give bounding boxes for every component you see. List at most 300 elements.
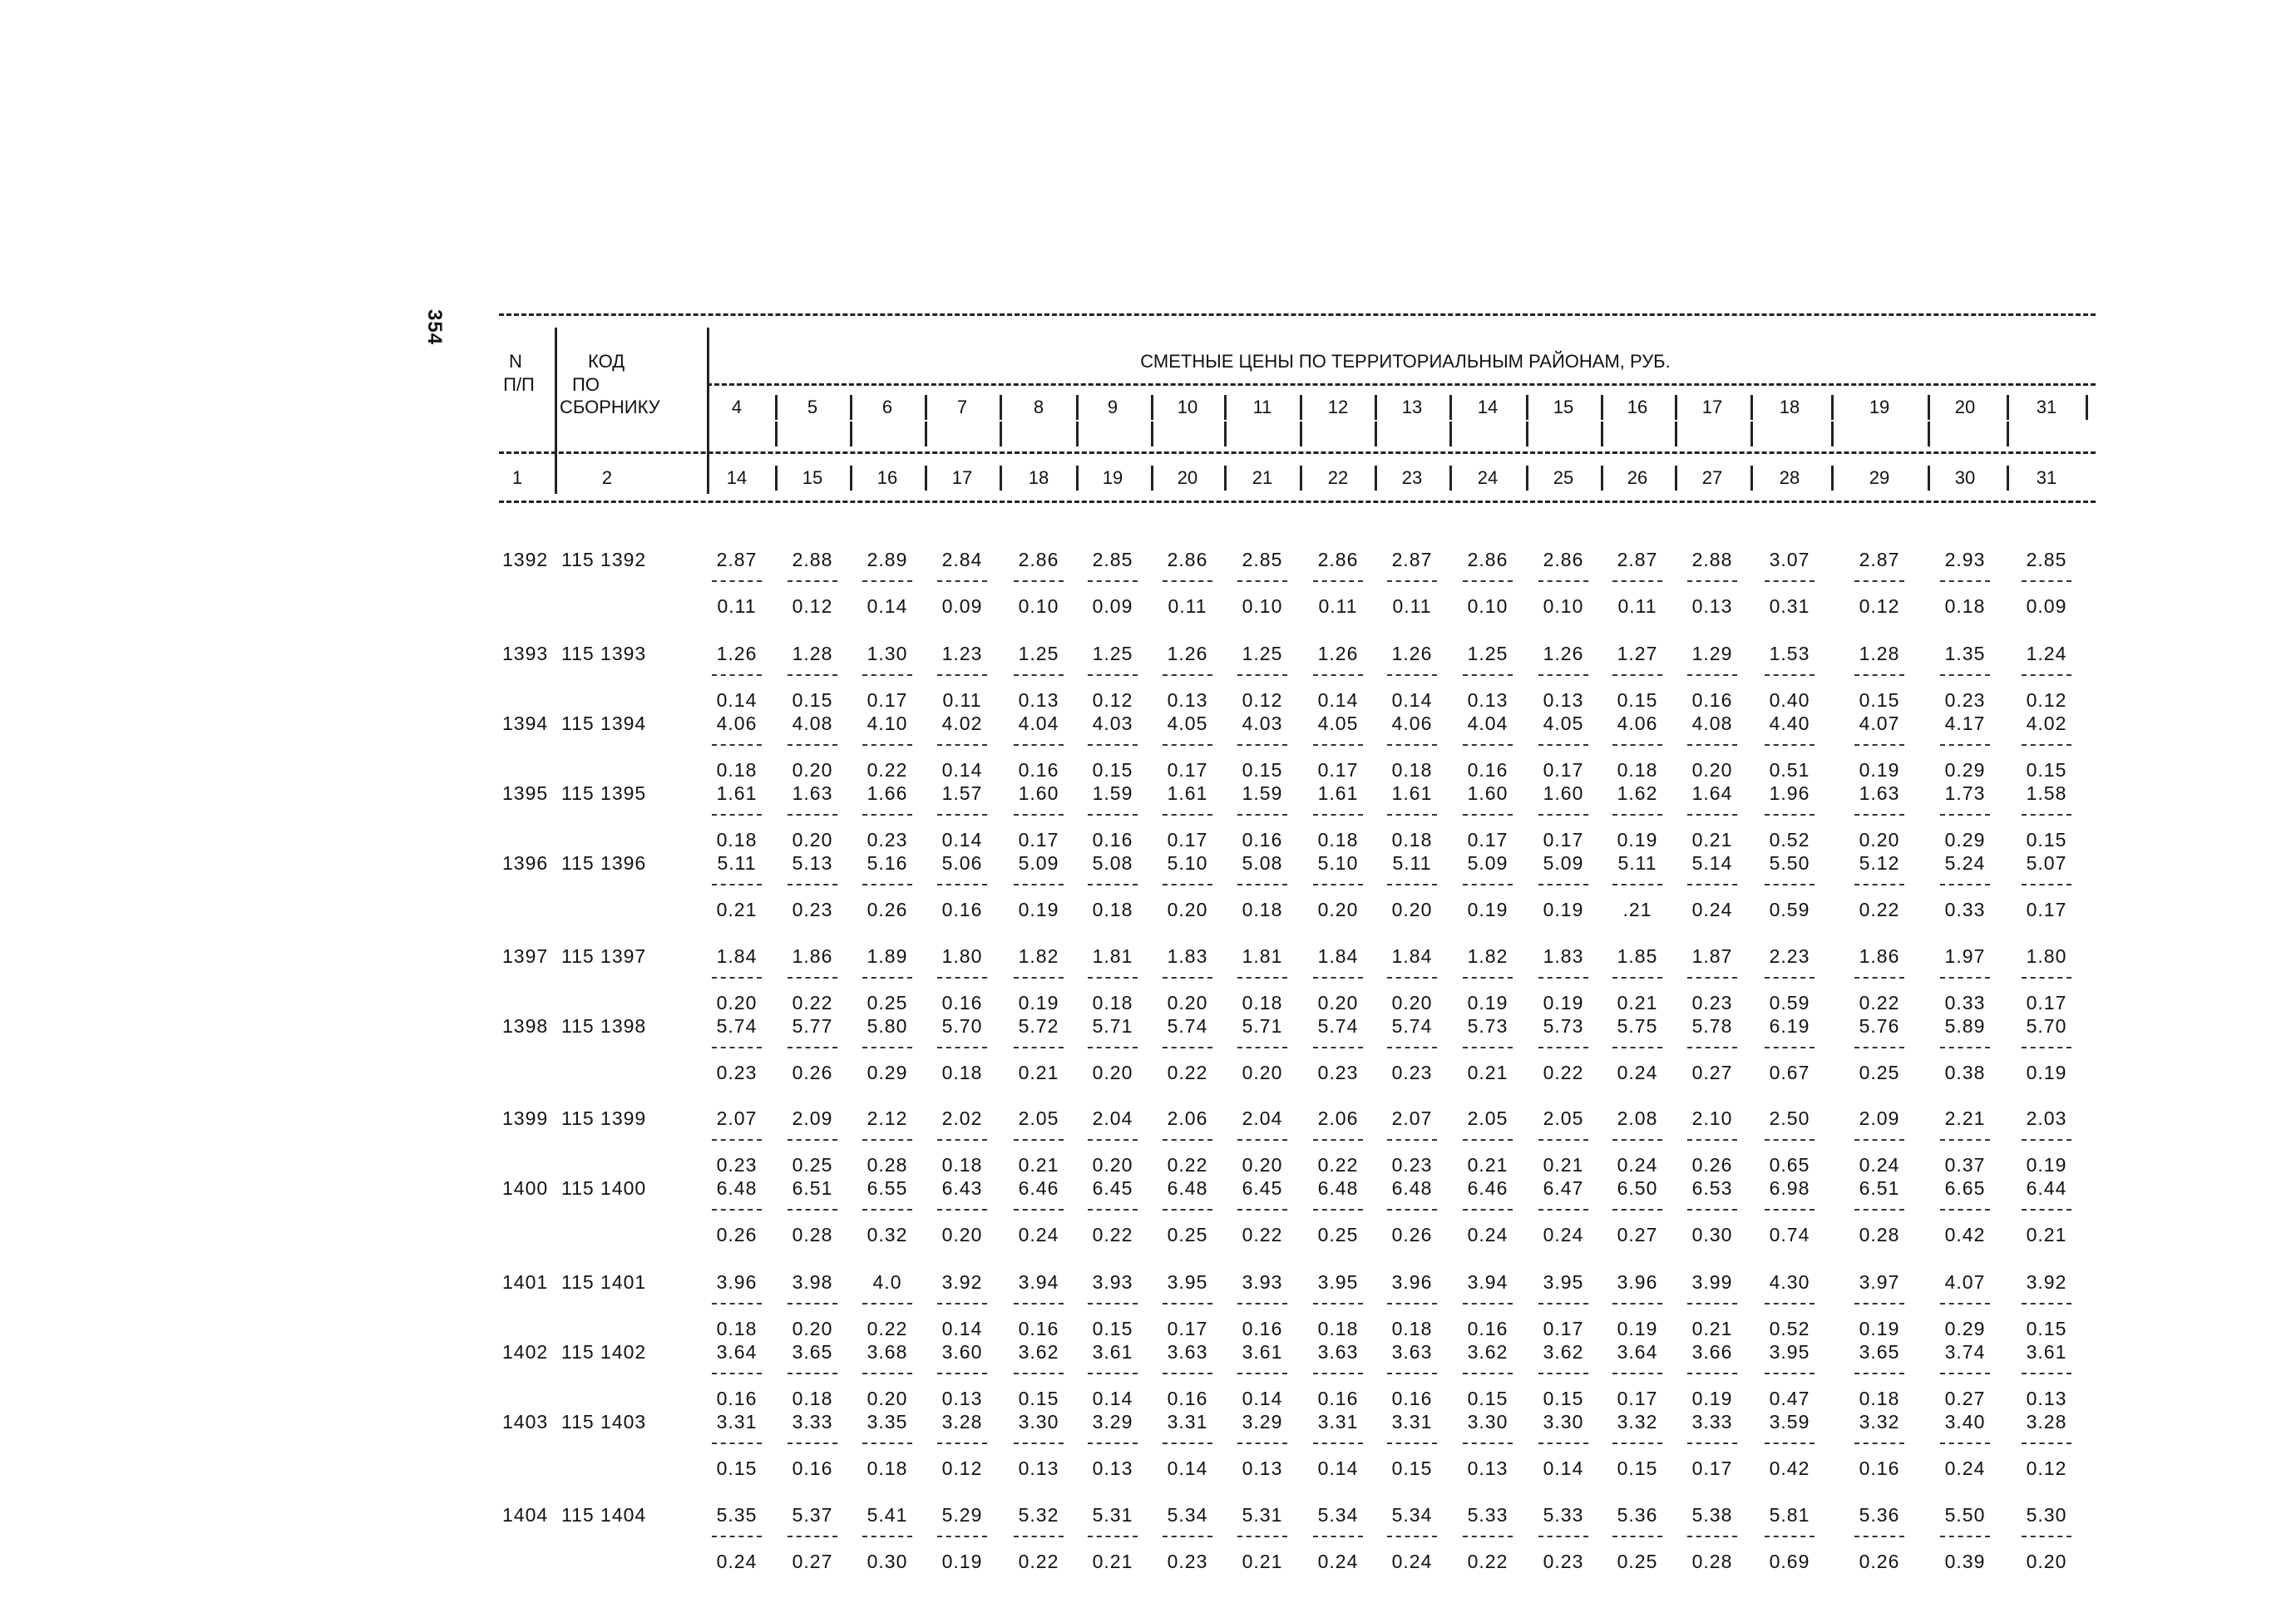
fraction-bar xyxy=(788,977,837,979)
fraction-bar xyxy=(788,1443,837,1444)
fraction-bar xyxy=(1538,674,1588,676)
price-total: 6.48 xyxy=(1391,1177,1433,1199)
fraction-bar xyxy=(1687,1209,1737,1211)
fraction-bar xyxy=(1765,1373,1815,1374)
price-total: 5.31 xyxy=(1092,1504,1133,1526)
price-total: 3.93 xyxy=(1242,1271,1283,1293)
price-total: 6.50 xyxy=(1617,1177,1658,1199)
price-wage: 0.13 xyxy=(1467,689,1508,711)
fraction-bar xyxy=(862,1536,912,1537)
price-total: 3.28 xyxy=(941,1411,983,1433)
fraction-bar xyxy=(1612,1139,1662,1141)
price-total: 3.62 xyxy=(1018,1341,1059,1363)
column-divider xyxy=(850,422,852,446)
fraction-bar xyxy=(1940,977,1990,979)
price-wage: 0.24 xyxy=(1859,1154,1900,1176)
price-wage: 0.22 xyxy=(1859,899,1900,920)
fraction-bar xyxy=(1538,1139,1588,1141)
fraction-bar xyxy=(2022,1139,2071,1141)
price-total: 4.08 xyxy=(1691,713,1733,734)
price-wage: 0.19 xyxy=(1691,1388,1733,1409)
price-wage: 0.13 xyxy=(1018,689,1059,711)
price-total: 5.06 xyxy=(941,852,983,874)
price-total: 2.12 xyxy=(867,1107,908,1129)
fraction-bar xyxy=(712,744,762,746)
price-wage: 0.20 xyxy=(1391,899,1433,920)
fraction-bar xyxy=(1538,977,1588,979)
price-total: 4.04 xyxy=(1018,713,1059,734)
price-wage: 0.11 xyxy=(1168,595,1207,617)
price-total: 1.58 xyxy=(2026,782,2067,804)
price-wage: 0.15 xyxy=(1018,1388,1059,1409)
column-divider xyxy=(1526,395,1528,420)
price-wage: 0.20 xyxy=(716,992,758,1014)
price-total: 3.65 xyxy=(1859,1341,1900,1363)
fraction-bar xyxy=(712,580,762,582)
price-wage: 0.20 xyxy=(941,1224,983,1245)
column-divider xyxy=(775,395,778,420)
fraction-bar xyxy=(788,1047,837,1048)
fraction-bar xyxy=(1088,1373,1138,1374)
price-total: 5.78 xyxy=(1691,1015,1733,1037)
fraction-bar xyxy=(712,1373,762,1374)
price-wage: 0.22 xyxy=(1167,1062,1208,1083)
price-wage: 0.18 xyxy=(1092,899,1133,920)
price-total: 6.46 xyxy=(1018,1177,1059,1199)
price-total: 1.89 xyxy=(867,945,908,967)
price-total: 5.36 xyxy=(1859,1504,1900,1526)
fraction-bar xyxy=(1765,1047,1815,1048)
price-wage: 0.39 xyxy=(1944,1551,1986,1572)
price-wage: 0.27 xyxy=(1944,1388,1986,1409)
fraction-bar xyxy=(1313,977,1363,979)
header-region-number: 19 xyxy=(1869,397,1890,417)
price-wage: 0.16 xyxy=(1018,1318,1059,1339)
fraction-bar xyxy=(862,744,912,746)
header-region-number: 11 xyxy=(1252,397,1272,417)
price-wage: 0.20 xyxy=(792,829,833,851)
price-total: 2.04 xyxy=(1242,1107,1283,1129)
price-total: 3.60 xyxy=(941,1341,983,1363)
fraction-bar xyxy=(1612,744,1662,746)
price-wage: 0.24 xyxy=(1617,1154,1658,1176)
fraction-bar xyxy=(788,1373,837,1374)
price-wage: 0.10 xyxy=(1018,595,1059,617)
price-total: 5.75 xyxy=(1617,1015,1658,1037)
fraction-bar xyxy=(2022,1047,2071,1048)
fraction-bar xyxy=(1940,744,1990,746)
price-wage: 0.21 xyxy=(1092,1551,1133,1572)
price-total: 3.63 xyxy=(1391,1341,1433,1363)
column-divider xyxy=(1449,395,1452,420)
price-wage: 0.16 xyxy=(1467,759,1508,781)
price-total: 2.84 xyxy=(941,549,983,570)
price-wage: 0.20 xyxy=(1317,992,1359,1014)
price-wage: 0.20 xyxy=(1092,1154,1133,1176)
price-total: 5.33 xyxy=(1543,1504,1584,1526)
header-column-index: 26 xyxy=(1627,467,1648,488)
column-divider xyxy=(850,466,852,491)
fraction-bar xyxy=(1538,1209,1588,1211)
price-wage: 0.22 xyxy=(1543,1062,1584,1083)
fraction-bar xyxy=(1237,580,1287,582)
price-wage: 0.19 xyxy=(1543,899,1584,920)
price-total: 5.50 xyxy=(1769,852,1810,874)
price-wage: 0.17 xyxy=(1617,1388,1658,1409)
fraction-bar xyxy=(1313,814,1363,816)
row-code: 115 1404 xyxy=(561,1504,647,1526)
fraction-bar xyxy=(1538,884,1588,885)
price-wage: 0.26 xyxy=(792,1062,833,1083)
column-divider xyxy=(925,466,927,491)
price-wage: 0.30 xyxy=(867,1551,908,1572)
price-total: 1.62 xyxy=(1617,782,1658,804)
fraction-bar xyxy=(1538,814,1588,816)
fraction-bar xyxy=(1612,814,1662,816)
price-total: 2.86 xyxy=(1467,549,1508,570)
fraction-bar xyxy=(1687,1443,1737,1444)
fraction-bar xyxy=(1612,884,1662,885)
price-wage: 0.18 xyxy=(716,759,758,781)
price-total: 3.93 xyxy=(1092,1271,1133,1293)
fraction-bar xyxy=(1387,1536,1437,1537)
price-wage: 0.14 xyxy=(1317,689,1359,711)
fraction-bar xyxy=(1387,1047,1437,1048)
price-total: 5.32 xyxy=(1018,1504,1059,1526)
fraction-bar xyxy=(1163,1536,1212,1537)
price-wage: 0.18 xyxy=(1092,992,1133,1014)
column-divider xyxy=(1601,422,1603,446)
price-total: 3.40 xyxy=(1944,1411,1986,1433)
fraction-bar xyxy=(1612,1209,1662,1211)
price-wage: 0.17 xyxy=(2026,899,2067,920)
price-total: 2.50 xyxy=(1769,1107,1810,1129)
fraction-bar xyxy=(1237,884,1287,885)
fraction-bar xyxy=(1463,1209,1513,1211)
price-wage: 0.14 xyxy=(1543,1457,1584,1479)
row-code: 115 1394 xyxy=(561,713,647,734)
price-total: 4.05 xyxy=(1543,713,1584,734)
price-total: 5.08 xyxy=(1242,852,1283,874)
row-number: 1397 xyxy=(502,945,549,967)
header-region-number: 5 xyxy=(807,397,818,417)
column-divider xyxy=(1076,395,1079,420)
fraction-bar xyxy=(937,1303,987,1305)
column-divider xyxy=(1675,466,1677,491)
row-code: 115 1403 xyxy=(561,1411,647,1433)
price-total: 1.25 xyxy=(1092,643,1133,664)
price-wage: 0.16 xyxy=(716,1388,758,1409)
column-divider xyxy=(1526,466,1528,491)
price-total: 1.57 xyxy=(941,782,983,804)
price-total: 2.85 xyxy=(2026,549,2067,570)
fraction-bar xyxy=(937,884,987,885)
fraction-bar xyxy=(862,884,912,885)
price-total: 3.61 xyxy=(2026,1341,2067,1363)
fraction-bar xyxy=(1854,884,1904,885)
price-total: 2.10 xyxy=(1691,1107,1733,1129)
price-wage: 0.26 xyxy=(1391,1224,1433,1245)
price-wage: 0.17 xyxy=(867,689,908,711)
price-total: 4.06 xyxy=(1617,713,1658,734)
price-total: 3.63 xyxy=(1317,1341,1359,1363)
header-mid-rule xyxy=(707,383,2096,386)
fraction-bar xyxy=(1765,1209,1815,1211)
fraction-bar xyxy=(1854,1303,1904,1305)
header-col-code-2: ПО xyxy=(572,374,600,395)
fraction-bar xyxy=(1687,977,1737,979)
price-wage: 0.21 xyxy=(716,899,758,920)
fraction-bar xyxy=(862,674,912,676)
fraction-bar xyxy=(862,1139,912,1141)
price-wage: 0.16 xyxy=(792,1457,833,1479)
price-total: 6.48 xyxy=(716,1177,758,1199)
price-wage: 0.23 xyxy=(1944,689,1986,711)
fraction-bar xyxy=(1014,580,1064,582)
price-total: 1.30 xyxy=(867,643,908,664)
price-total: 3.92 xyxy=(941,1271,983,1293)
price-wage: 0.17 xyxy=(1691,1457,1733,1479)
column-divider xyxy=(1300,395,1302,420)
column-divider xyxy=(1375,395,1377,420)
fraction-bar xyxy=(1163,580,1212,582)
row-code: 115 1395 xyxy=(561,782,647,804)
price-total: 4.05 xyxy=(1317,713,1359,734)
price-wage: 0.13 xyxy=(941,1388,983,1409)
price-wage: 0.31 xyxy=(1769,595,1810,617)
fraction-bar xyxy=(1313,1209,1363,1211)
fraction-bar xyxy=(2022,674,2071,676)
price-total: 5.35 xyxy=(716,1504,758,1526)
column-divider xyxy=(1831,466,1834,491)
fraction-bar xyxy=(788,814,837,816)
price-wage: 0.23 xyxy=(716,1154,758,1176)
price-wage: 0.16 xyxy=(1167,1388,1208,1409)
column-divider xyxy=(2007,466,2009,491)
price-total: 3.32 xyxy=(1859,1411,1900,1433)
price-total: 3.95 xyxy=(1167,1271,1208,1293)
fraction-bar xyxy=(1387,1139,1437,1141)
price-wage: 0.26 xyxy=(1691,1154,1733,1176)
price-wage: 0.22 xyxy=(867,1318,908,1339)
price-wage: 0.21 xyxy=(1543,1154,1584,1176)
price-wage: 0.17 xyxy=(1543,759,1584,781)
fraction-bar xyxy=(1940,1209,1990,1211)
price-wage: 0.18 xyxy=(1944,595,1986,617)
fraction-bar xyxy=(788,1303,837,1305)
row-code: 115 1393 xyxy=(561,643,647,664)
price-wage: 0.23 xyxy=(716,1062,758,1083)
price-total: 1.26 xyxy=(716,643,758,664)
price-wage: 0.19 xyxy=(2026,1062,2067,1083)
column-divider xyxy=(1601,395,1603,420)
fraction-bar xyxy=(937,1139,987,1141)
price-wage: 0.26 xyxy=(716,1224,758,1245)
fraction-bar xyxy=(1940,1047,1990,1048)
price-total: 6.44 xyxy=(2026,1177,2067,1199)
header-column-index: 31 xyxy=(2036,467,2057,488)
price-wage: 0.15 xyxy=(1242,759,1283,781)
fraction-bar xyxy=(2022,1443,2071,1444)
column-divider xyxy=(1224,422,1227,446)
price-wage: 0.17 xyxy=(1167,759,1208,781)
price-total: 5.41 xyxy=(867,1504,908,1526)
header-column-index: 21 xyxy=(1252,467,1273,488)
price-wage: 0.09 xyxy=(941,595,983,617)
fraction-bar xyxy=(1538,1373,1588,1374)
price-wage: 0.29 xyxy=(1944,829,1986,851)
row-number: 1401 xyxy=(502,1271,549,1293)
fraction-bar xyxy=(788,1536,837,1537)
price-total: 4.02 xyxy=(941,713,983,734)
fraction-bar xyxy=(1687,1373,1737,1374)
fraction-bar xyxy=(1463,580,1513,582)
fraction-bar xyxy=(1940,814,1990,816)
price-total: 1.64 xyxy=(1691,782,1733,804)
price-wage: 0.69 xyxy=(1769,1551,1810,1572)
price-wage: 0.16 xyxy=(941,899,983,920)
fraction-bar xyxy=(937,580,987,582)
fraction-bar xyxy=(788,580,837,582)
price-wage: 0.33 xyxy=(1944,899,1986,920)
divider-num-code xyxy=(555,328,557,494)
fraction-bar xyxy=(1088,744,1138,746)
price-wage: 0.17 xyxy=(1167,829,1208,851)
column-divider xyxy=(2007,422,2009,446)
fraction-bar xyxy=(1014,1047,1064,1048)
price-wage: 0.12 xyxy=(941,1457,983,1479)
price-wage: 0.18 xyxy=(941,1154,983,1176)
fraction-bar xyxy=(937,1536,987,1537)
price-wage: 0.14 xyxy=(1391,689,1433,711)
price-wage: 0.24 xyxy=(1691,899,1733,920)
fraction-bar xyxy=(1463,674,1513,676)
fraction-bar xyxy=(1854,977,1904,979)
price-total: 2.03 xyxy=(2026,1107,2067,1129)
price-total: 5.89 xyxy=(1944,1015,1986,1037)
fraction-bar xyxy=(1854,580,1904,582)
price-total: 5.11 xyxy=(717,852,757,874)
fraction-bar xyxy=(788,744,837,746)
fraction-bar xyxy=(1237,674,1287,676)
fraction-bar xyxy=(862,977,912,979)
fraction-bar xyxy=(937,1443,987,1444)
row-number: 1395 xyxy=(502,782,549,804)
price-wage: 0.22 xyxy=(1018,1551,1059,1572)
fraction-bar xyxy=(1387,1443,1437,1444)
price-total: 2.93 xyxy=(1944,549,1986,570)
column-divider xyxy=(1076,466,1079,491)
price-total: 1.66 xyxy=(867,782,908,804)
price-wage: 0.13 xyxy=(2026,1388,2067,1409)
fraction-bar xyxy=(1612,1443,1662,1444)
fraction-bar xyxy=(1765,1303,1815,1305)
fraction-bar xyxy=(712,1443,762,1444)
fraction-bar xyxy=(1088,1139,1138,1141)
price-wage: 0.20 xyxy=(2026,1551,2067,1572)
fraction-bar xyxy=(1765,744,1815,746)
price-wage: 0.20 xyxy=(1859,829,1900,851)
column-divider xyxy=(1000,422,1002,446)
price-wage: .21 xyxy=(1622,899,1652,920)
price-wage: 0.10 xyxy=(1242,595,1283,617)
price-wage: 0.59 xyxy=(1769,899,1810,920)
price-total: 1.23 xyxy=(941,643,983,664)
price-total: 4.04 xyxy=(1467,713,1508,734)
fraction-bar xyxy=(712,1047,762,1048)
fraction-bar xyxy=(1163,884,1212,885)
column-divider xyxy=(1076,422,1079,446)
column-divider xyxy=(1449,466,1452,491)
column-divider xyxy=(1831,422,1834,446)
fraction-bar xyxy=(1687,744,1737,746)
price-wage: 0.13 xyxy=(1167,689,1208,711)
price-total: 2.02 xyxy=(941,1107,983,1129)
fraction-bar xyxy=(1387,977,1437,979)
price-total: 3.30 xyxy=(1467,1411,1508,1433)
price-wage: 0.26 xyxy=(867,899,908,920)
fraction-bar xyxy=(1014,1209,1064,1211)
header-region-number: 6 xyxy=(881,397,893,417)
fraction-bar xyxy=(1088,674,1138,676)
fraction-bar xyxy=(1313,884,1363,885)
fraction-bar xyxy=(2022,1536,2071,1537)
price-wage: 0.19 xyxy=(1617,829,1658,851)
price-total: 5.70 xyxy=(2026,1015,2067,1037)
price-total: 5.74 xyxy=(1317,1015,1359,1037)
price-total: 4.06 xyxy=(1391,713,1433,734)
price-total: 6.48 xyxy=(1317,1177,1359,1199)
price-total: 2.04 xyxy=(1092,1107,1133,1129)
price-total: 3.92 xyxy=(2026,1271,2067,1293)
price-total: 6.51 xyxy=(1859,1177,1900,1199)
fraction-bar xyxy=(2022,1303,2071,1305)
price-total: 5.11 xyxy=(1617,852,1657,874)
header-column-index: 17 xyxy=(951,467,973,488)
price-wage: 0.20 xyxy=(792,759,833,781)
fraction-bar xyxy=(1463,1303,1513,1305)
price-wage: 0.20 xyxy=(1317,899,1359,920)
price-total: 5.74 xyxy=(1167,1015,1208,1037)
fraction-bar xyxy=(862,1209,912,1211)
fraction-bar xyxy=(1313,580,1363,582)
column-divider xyxy=(925,395,927,420)
price-wage: 0.29 xyxy=(1944,1318,1986,1339)
fraction-bar xyxy=(1313,1303,1363,1305)
price-wage: 0.17 xyxy=(1317,759,1359,781)
price-total: 6.98 xyxy=(1769,1177,1810,1199)
price-total: 2.08 xyxy=(1617,1107,1658,1129)
fraction-bar xyxy=(1387,744,1437,746)
price-total: 3.31 xyxy=(1391,1411,1433,1433)
fraction-bar xyxy=(862,1443,912,1444)
fraction-bar xyxy=(1014,814,1064,816)
fraction-bar xyxy=(1612,1047,1662,1048)
price-total: 3.95 xyxy=(1769,1341,1810,1363)
price-wage: 0.20 xyxy=(792,1318,833,1339)
price-wage: 0.24 xyxy=(1391,1551,1433,1572)
price-wage: 0.19 xyxy=(1018,899,1059,920)
price-wage: 0.11 xyxy=(1318,595,1358,617)
price-wage: 0.15 xyxy=(1617,1457,1658,1479)
fraction-bar xyxy=(1940,580,1990,582)
price-wage: 0.40 xyxy=(1769,689,1810,711)
price-total: 1.26 xyxy=(1167,643,1208,664)
price-total: 1.28 xyxy=(792,643,833,664)
fraction-bar xyxy=(1237,1139,1287,1141)
fraction-bar xyxy=(1940,1373,1990,1374)
price-total: 2.05 xyxy=(1018,1107,1059,1129)
